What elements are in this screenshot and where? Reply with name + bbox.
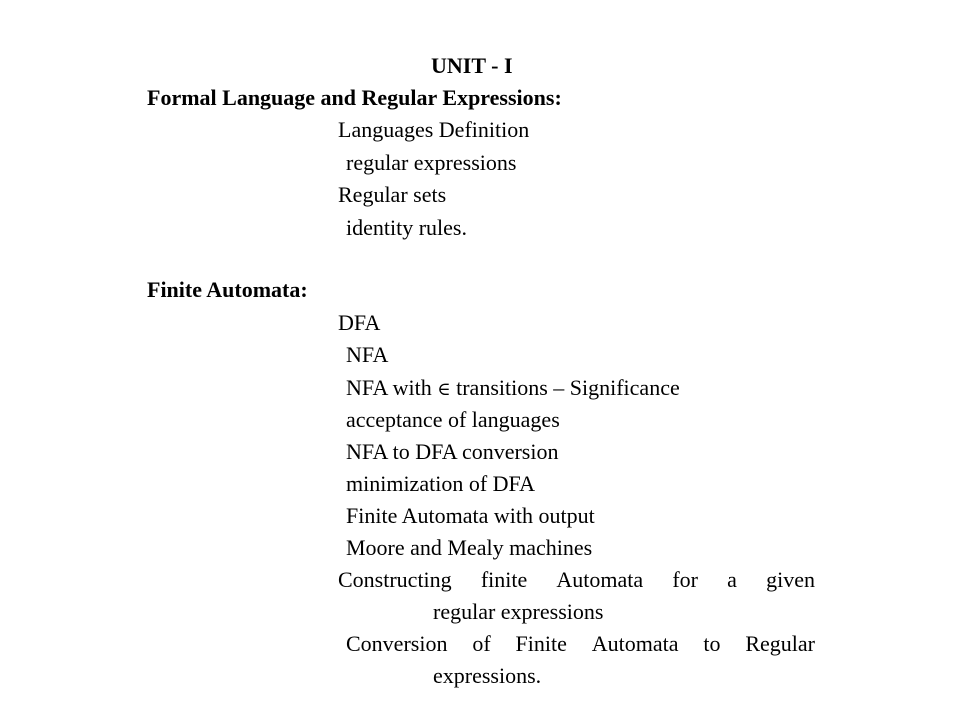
topic-dfa: DFA	[338, 310, 381, 335]
topic-acceptance-of-languages: acceptance of languages	[346, 407, 560, 432]
word: Automata	[591, 631, 679, 656]
topic-nfa-epsilon-prefix: NFA with	[346, 375, 432, 400]
topic-identity-rules: identity rules.	[346, 215, 467, 240]
topic-constructing-fa-line2: regular expressions	[433, 599, 604, 624]
word: given	[766, 567, 815, 592]
word: Automata	[556, 567, 644, 592]
topic-conversion-fa-line1	[346, 631, 815, 657]
word: Conversion	[346, 631, 448, 656]
word: for	[672, 567, 698, 592]
section-heading-finite-automata: Finite Automata:	[147, 277, 308, 302]
topic-nfa-to-dfa: NFA to DFA conversion	[346, 439, 559, 464]
word: Constructing	[338, 567, 452, 592]
topic-nfa-epsilon	[346, 375, 680, 403]
topic-minimization-dfa: minimization of DFA	[346, 471, 536, 496]
word: Regular	[745, 631, 815, 656]
topic-conversion-fa-line2: expressions.	[433, 663, 542, 688]
topic-moore-mealy: Moore and Mealy machines	[346, 535, 593, 560]
topic-nfa: NFA	[346, 342, 389, 367]
word: finite	[480, 567, 528, 592]
topic-nfa-epsilon-suffix: transitions – Significance	[456, 375, 680, 400]
epsilon-symbol: ∈	[437, 379, 451, 400]
topic-regular-sets: Regular sets	[338, 182, 447, 207]
word: of	[472, 631, 491, 656]
topic-constructing-fa-line1	[338, 567, 815, 593]
topic-regular-expressions: regular expressions	[346, 150, 517, 175]
word: to	[703, 631, 721, 656]
word: Finite	[515, 631, 567, 656]
section-heading-formal-language: Formal Language and Regular Expressions:	[147, 85, 562, 110]
word: a	[727, 567, 737, 592]
unit-title: UNIT - I	[431, 53, 513, 78]
topic-languages-definition: Languages Definition	[338, 117, 530, 142]
topic-fa-with-output: Finite Automata with output	[346, 503, 595, 528]
